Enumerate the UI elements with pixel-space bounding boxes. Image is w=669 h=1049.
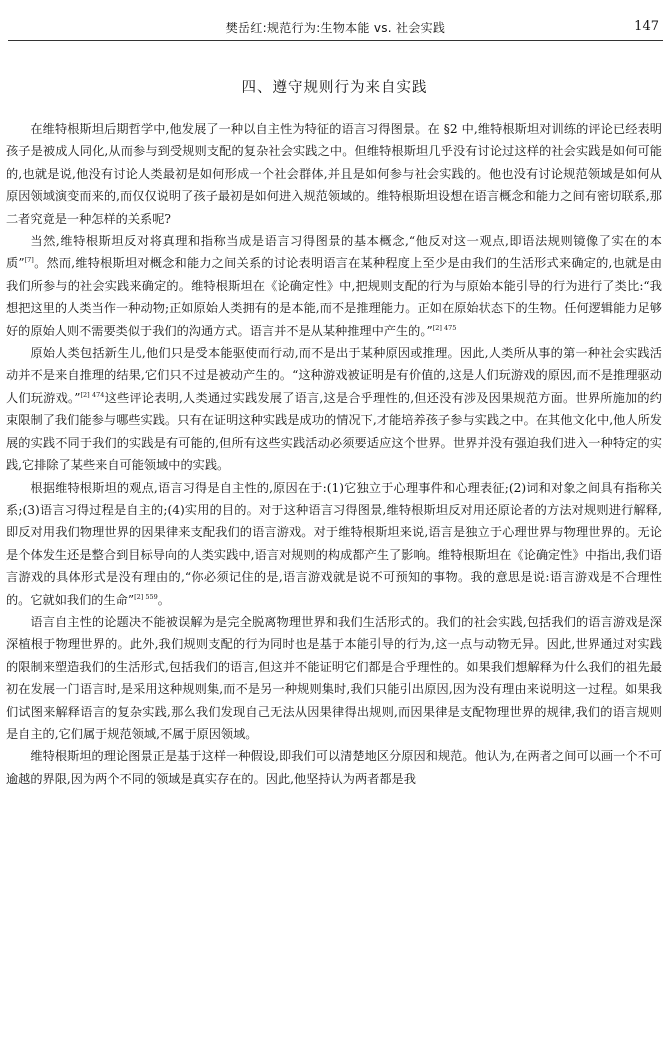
- running-title: 樊岳红:规范行为:生物本能 vs. 社会实践: [225, 21, 446, 35]
- citation-marker: [2] 475: [432, 323, 457, 332]
- text-run: 语言自主性的论题决不能被误解为是完全脱离物理世界和我们生活形式的。我们的社会实践,包括我们的语言游戏是深深植根于物理世界的。此外,我们规则支配的行为同时也是基于本能引导的行为,这一点与动物无异。因此,世界通过对实践的限制来塑造我们的生活形式,包括我们的语言,但这并不能证明它们都是合乎理性的。如果我们想解释为什么我们的祖先最初在发展一门语言时,是采用这种规则集,而不是另一种规则集时,我们只能引出原因,因为没有理由来说明这一过程。如果我们试图来解释语言的复杂实践,那么我们发现自己无法从因果律得出规则,而因果律是支配物理世界的规律,我们的语言规则是自主的,它们属于规范领域,不属于原因领域。: [6, 614, 662, 741]
- citation-marker: [7]: [24, 256, 34, 265]
- body-paragraph: [6, 611, 662, 745]
- text-run: 。: [157, 592, 170, 607]
- citation-marker: [2] 474: [80, 390, 105, 399]
- text-run: 这些评论表明,人类通过实践发展了语言,这是合乎理性的,但还没有涉及因果规范方面。世界所施加的约束限制了我们能参与哪些实践。只有在证明这种实践是成功的情况下,才能培养孩子参与实践之中。在其他文化中,他人所发展的实践不同于我们的实践是有可能的,但所有这些实践活动必须要适应这个世界。世界并没有强迫我们进入一种特定的实践,它排除了某些来自可能领域中的实践。: [6, 390, 662, 473]
- body-paragraph: [6, 342, 662, 476]
- body-paragraph: [6, 118, 662, 230]
- citation-marker: [2] 559: [134, 592, 158, 601]
- body-text: [6, 118, 662, 790]
- text-run: 。然而,维特根斯坦对概念和能力之间关系的讨论表明语言在某种程度上至少是由我们的生活形式来确定的,也就是由我们所参与的社会实践来确定的。维特根斯坦在《论确定性》中,把规则支配的行为与原始本能引导的行为进行了类比:“我想把这里的人类当作一种动物;正如原始人类拥有的是本能,而不是推理能力。正如在原始状态下的生物。任何逻辑能力足够好的原始人则不需要类似于我们的沟通方式。语言并不是从某种推理中产生的。”: [6, 256, 663, 338]
- running-header: [8, 18, 663, 41]
- body-paragraph: [6, 230, 662, 342]
- text-run: 根据维特根斯坦的观点,语言习得是自主性的,原因在于:(1)它独立于心理事件和心理表征;(2)词和对象之间具有指称关系;(3)语言习得过程是自主的;(4)实用的目的。对于这种语言习得图景,维特根斯坦反对用还原论者的方法对规则进行解释,即反对用我们物理世界的因果律来支配我们的语言游戏。对于维特根斯坦来说,语言是独立于心理世界与物理世界的。无论是个体发生还是整合到目标导向的人类实践中,语言对规则的构成都产生了影响。维特根斯坦在《论确定性》中指出,我们语言游戏的具体形式是没有理由的,“你必须记住的是,语言游戏就是说不可预知的事物。我的意思是说:语言游戏是不合理性的。它就如我们的生命”: [6, 480, 662, 607]
- text-run: 原始人类包括新生儿,他们只是受本能驱使而行动,而不是出于某种原因或推理。因此,人类所从事的第一种社会实践活动并不是来自推理的结果,它们只不过是被动产生的。“这种游戏被证明是有价值的,这是人们玩游戏的原因,而不是推理驱动人们玩游戏。”: [6, 346, 662, 405]
- text-run: 当然,维特根斯坦反对将真理和指称当成是语言习得图景的基本概念,“他反对这一观点,即语法规则镜像了实在的本质”: [6, 234, 662, 271]
- body-paragraph: [6, 477, 662, 611]
- text-run: 在维特根斯坦后期哲学中,他发展了一种以自主性为特征的语言习得图景。在 §2 中,维特根斯坦对训练的评论已经表明孩子是被成人同化,从而参与到受规则支配的复杂社会实践之中。但维特根斯坦几乎没有讨论过这样的社会实践是如何可能的,也就是说,他没有讨论人类最初是如何形成一个社会群体,并且是如何参与社会实践的。他也没有讨论规范领域是如何从原因领域演变而来的,而仅仅说明了孩子最初是如何进入规范领域的。维特根斯坦设想在语言概念和能力之间有密切联系,那二者究竟是一种怎样的关系呢?: [6, 122, 662, 226]
- section-heading: 四、遵守规则行为来自实践: [241, 80, 428, 96]
- body-paragraph: [6, 745, 662, 790]
- page-number: 147: [634, 19, 659, 34]
- text-run: 维特根斯坦的理论图景正是基于这样一种假设,即我们可以清楚地区分原因和规范。他认为,在两者之间可以画一个不可逾越的界限,因为两个不同的领域是真实存在的。因此,他坚持认为两者都是我: [6, 749, 662, 786]
